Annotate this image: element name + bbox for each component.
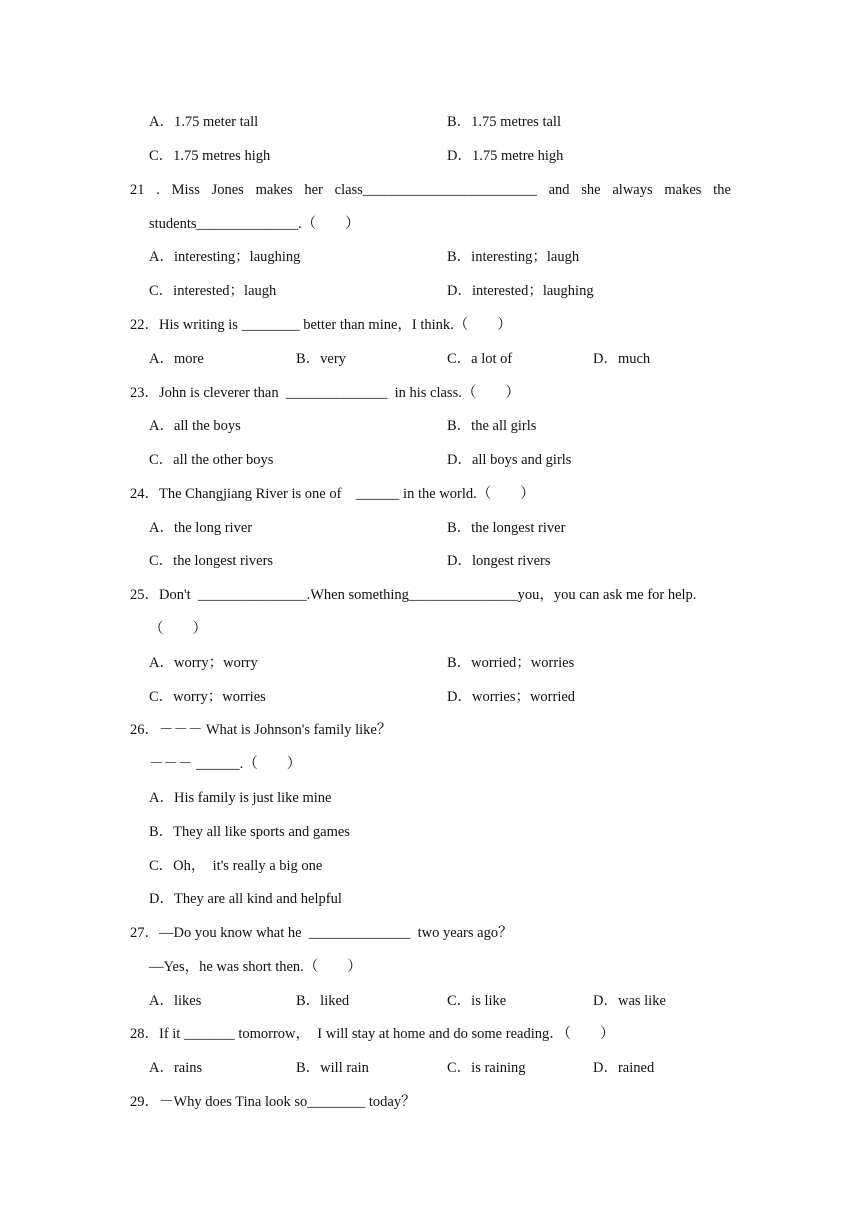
q21-stem-word: her (304, 182, 323, 198)
q24-option-d: D．longest rivers (447, 553, 551, 569)
q26-stem-line2: －－－ ______.（ ） (149, 756, 302, 772)
q21-stem-word: makes (664, 182, 702, 198)
q23-option-d: D．all boys and girls (447, 452, 572, 468)
q21-stem-word: she (581, 182, 601, 198)
q22-stem: 22．His writing is ________ better than mine，I think.（ ） (130, 317, 512, 333)
q25-option-b: B．worried；worries (447, 655, 575, 671)
q21-stem-word: and (548, 182, 570, 198)
q26-option-b: B．They all like sports and games (149, 824, 350, 840)
q22-option-c: C．a lot of (447, 351, 513, 367)
q28-stem: 28．If it _______ tomorrow， I will stay at home and do some reading．（ ） (130, 1026, 615, 1042)
q21-option-a: A．interesting；laughing (149, 249, 301, 265)
q26-option-d: D．They are all kind and helpful (149, 891, 342, 907)
q21-stem-word: always (612, 182, 653, 198)
q20-option-b: B．1.75 metres tall (447, 114, 561, 130)
q21-stem-word: Miss (171, 182, 200, 198)
q22-option-d: D．much (593, 351, 651, 367)
q21-stem-word: . (156, 182, 160, 198)
q22-option-a: A．more (149, 351, 204, 367)
q21-stem-word: class________________________ (334, 182, 537, 198)
q25-option-c: C．worry；worries (149, 689, 266, 705)
q27-option-c: C．is like (447, 993, 507, 1009)
q21-stem-word: makes (255, 182, 293, 198)
q23-stem: 23．John is cleverer than ______________ in his class.（ ） (130, 385, 520, 401)
q24-option-b: B．the longest river (447, 520, 566, 536)
q26-stem-line1: 26．－－－ What is Johnson's family like？ (130, 722, 392, 738)
q21-option-b: B．interesting；laugh (447, 249, 580, 265)
q20-option-c: C．1.75 metres high (149, 148, 271, 164)
q28-option-c: C．is raining (447, 1060, 526, 1076)
q25-stem: 25．Don't _______________.When something_______________you，you can ask me for help. (130, 587, 697, 603)
q21-stem-word: the (713, 182, 731, 198)
q21-option-d: D．interested；laughing (447, 283, 594, 299)
q28-option-d: D．rained (593, 1060, 655, 1076)
q22-option-b: B．very (296, 351, 346, 367)
q27-option-d: D．was like (593, 993, 666, 1009)
q21-stem-line2: students______________.（ ） (149, 216, 360, 232)
q25-paren: （ ） (149, 621, 207, 637)
q23-option-c: C．all the other boys (149, 452, 274, 468)
q26-option-c: C．Oh， it's really a big one (149, 858, 323, 874)
q29-stem: 29．－Why does Tina look so________ today？ (130, 1094, 416, 1110)
q24-option-a: A．the long river (149, 520, 253, 536)
q20-option-d: D．1.75 metre high (447, 148, 564, 164)
q23-option-b: B．the all girls (447, 418, 537, 434)
q21-stem-word: Jones (211, 182, 244, 198)
q23-option-a: A．all the boys (149, 418, 241, 434)
q21-stem-word: 21 (130, 182, 145, 198)
q27-option-b: B．liked (296, 993, 350, 1009)
q27-stem-line2: —Yes，he was short then.（ ） (149, 959, 362, 975)
q21-stem-line1 (130, 180, 731, 200)
q21-option-c: C．interested；laugh (149, 283, 277, 299)
q28-option-b: B．will rain (296, 1060, 369, 1076)
q20-option-a: A．1.75 meter tall (149, 114, 259, 130)
q25-option-d: D．worries；worried (447, 689, 576, 705)
q27-stem-line1: 27．—Do you know what he ______________ two years ago？ (130, 925, 513, 941)
q24-option-c: C．the longest rivers (149, 553, 274, 569)
q24-stem: 24．The Changjiang River is one of ______ in the world.（ ） (130, 486, 535, 502)
q28-option-a: A．rains (149, 1060, 203, 1076)
q25-option-a: A．worry；worry (149, 655, 258, 671)
q26-option-a: A．His family is just like mine (149, 790, 332, 806)
q27-option-a: A．likes (149, 993, 202, 1009)
